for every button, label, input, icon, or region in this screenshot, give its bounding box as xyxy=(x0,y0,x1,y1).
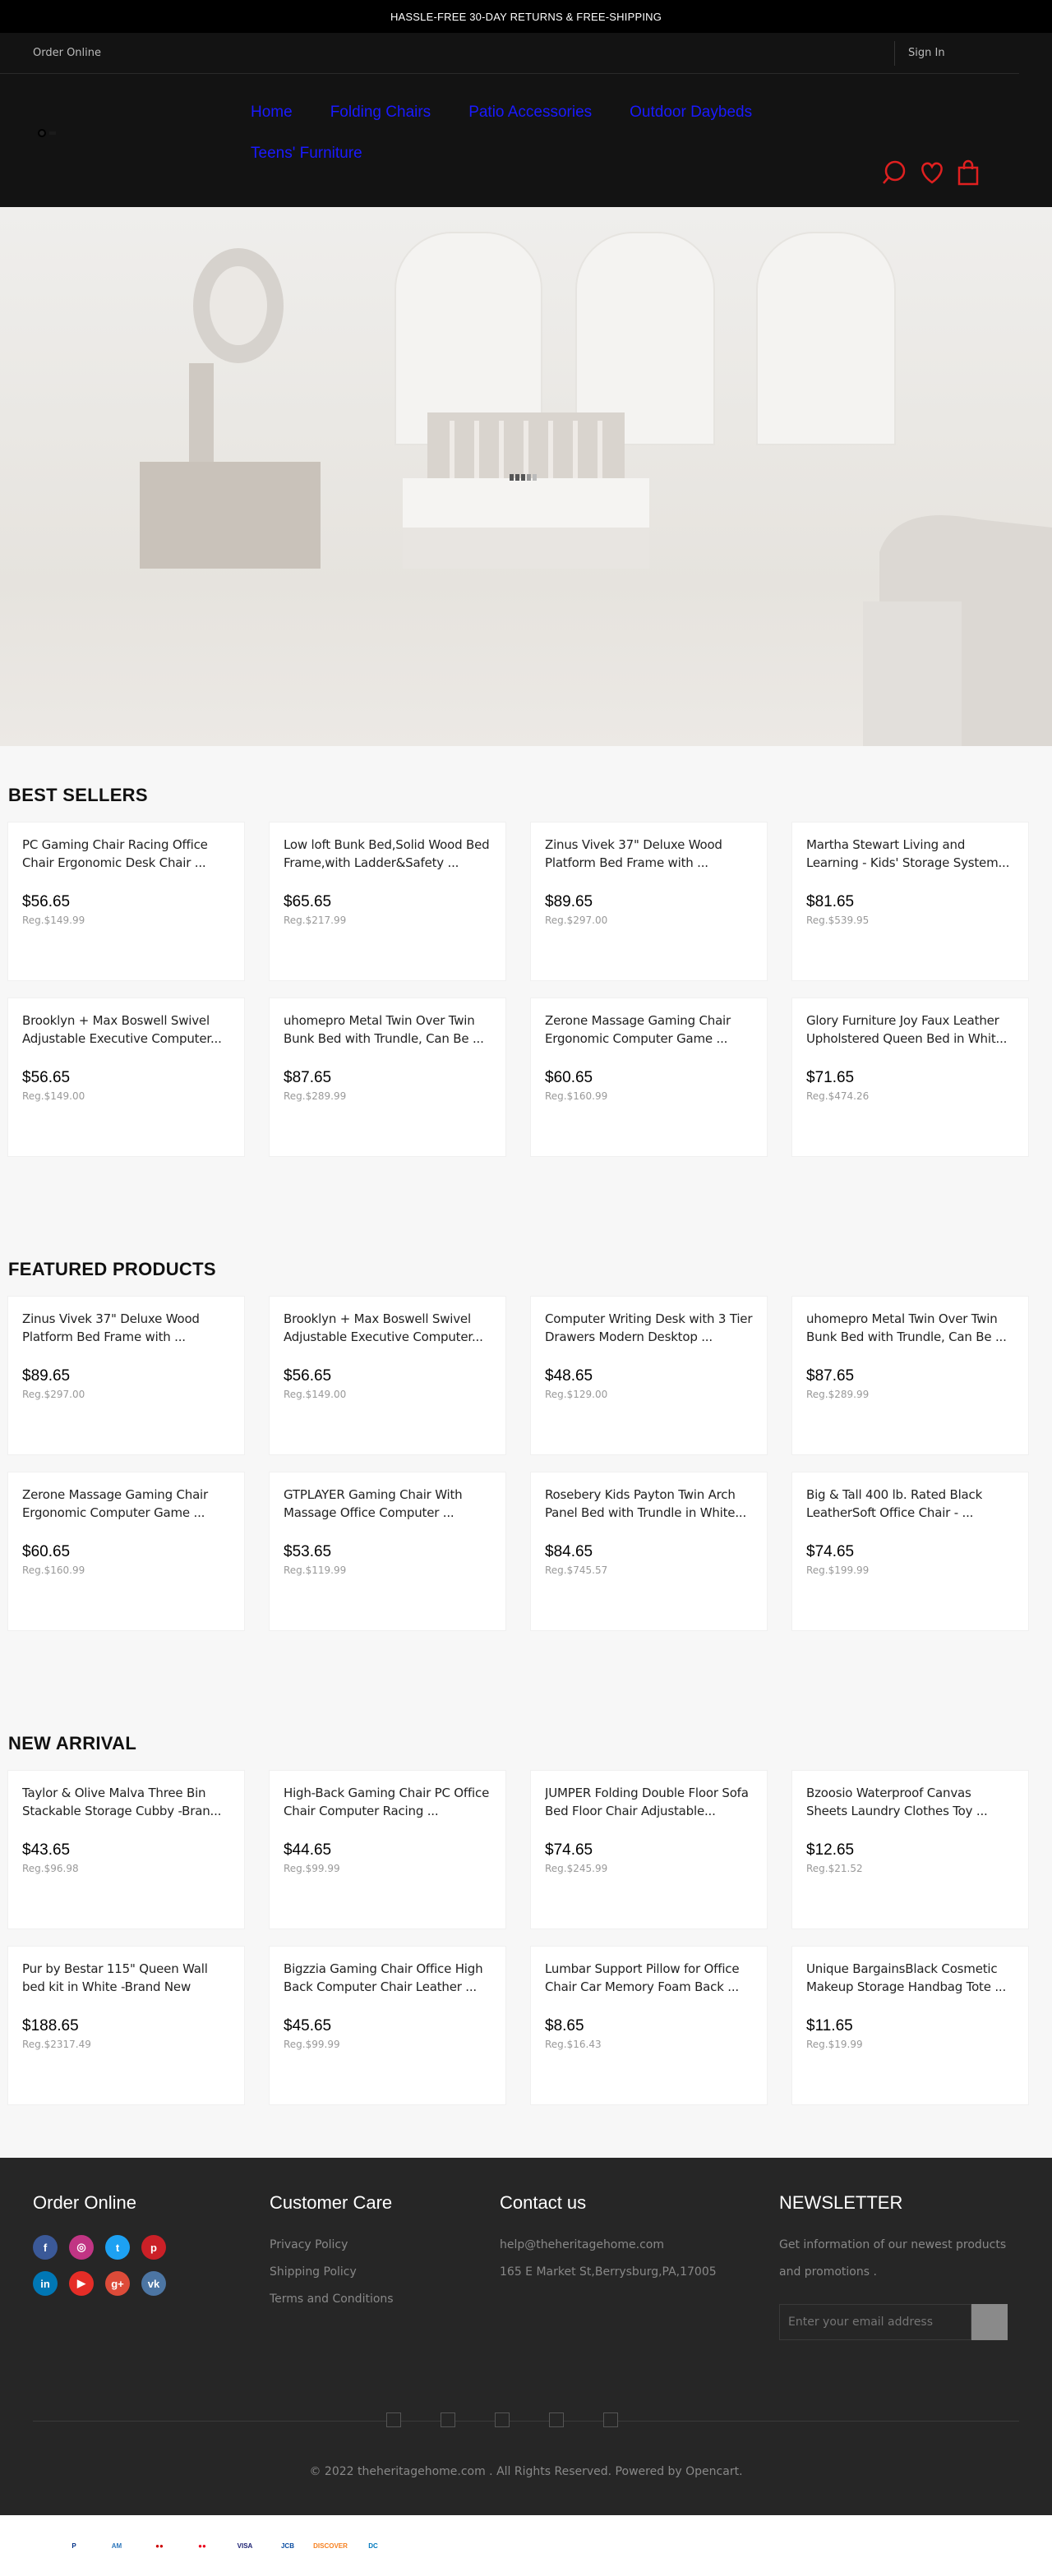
amex-icon: AM xyxy=(111,2541,122,2550)
product-card[interactable] xyxy=(792,1297,1028,1454)
logo-mark-icon xyxy=(38,129,46,137)
product-regular-price: Reg.$99.99 xyxy=(284,1863,340,1874)
product-name[interactable]: uhomepro Metal Twin Over Twin Bunk Bed with Trundle, Can Be ... xyxy=(806,1311,1007,1344)
product-card[interactable] xyxy=(8,823,244,980)
product-name[interactable]: Brooklyn + Max Boswell Swivel Adjustable Executive Computer... xyxy=(284,1311,483,1344)
sign-in-link[interactable]: Sign In xyxy=(894,41,986,66)
product-price: $87.65 xyxy=(284,1069,332,1086)
jcb-icon: JCB xyxy=(280,2541,294,2550)
badge-image-icon xyxy=(495,2412,510,2427)
badge-image-icon xyxy=(386,2412,401,2427)
product-name[interactable]: Brooklyn + Max Boswell Swivel Adjustable Executive Computer... xyxy=(22,1013,222,1046)
product-card[interactable] xyxy=(8,1472,244,1630)
nav-item-outdoor-daybeds[interactable]: Outdoor Daybeds xyxy=(630,104,753,121)
newsletter-form xyxy=(779,2304,1017,2340)
product-regular-price: Reg.$149.00 xyxy=(22,1090,85,1102)
product-regular-price: Reg.$16.43 xyxy=(545,2039,602,2050)
product-price: $81.65 xyxy=(806,893,855,910)
product-card[interactable] xyxy=(531,823,767,980)
product-regular-price: Reg.$149.00 xyxy=(284,1389,347,1400)
product-price: $43.65 xyxy=(22,1841,71,1859)
product-price: $65.65 xyxy=(284,893,332,910)
product-regular-price: Reg.$297.00 xyxy=(545,915,608,926)
shopping-bag-icon[interactable] xyxy=(957,159,980,186)
product-price: $74.65 xyxy=(806,1543,855,1560)
product-card[interactable] xyxy=(270,1947,505,2104)
product-card[interactable] xyxy=(270,998,505,1156)
product-card[interactable] xyxy=(270,1297,505,1454)
nav-item-home[interactable]: Home xyxy=(251,104,293,121)
product-regular-price: Reg.$96.98 xyxy=(22,1863,79,1874)
footer-col-customer-care xyxy=(270,2192,394,2313)
logo-wordmark xyxy=(49,131,56,135)
section-title: BEST SELLERS xyxy=(8,785,148,805)
product-regular-price: Reg.$160.99 xyxy=(22,1564,85,1576)
product-regular-price: Reg.$539.95 xyxy=(806,915,870,926)
product-card[interactable] xyxy=(531,1947,767,2104)
header-actions xyxy=(881,159,980,186)
product-name[interactable]: Bigzzia Gaming Chair Office High Back Computer Chair Leather ... xyxy=(284,1961,483,1994)
nav-item-patio-accessories[interactable]: Patio Accessories xyxy=(468,104,593,121)
hero-banner[interactable] xyxy=(0,207,1052,746)
product-regular-price: Reg.$745.57 xyxy=(545,1564,608,1576)
promo-text: HASSLE-FREE 30-DAY RETURNS & FREE-SHIPPING xyxy=(390,10,662,23)
footer-badges xyxy=(386,2412,618,2427)
product-name[interactable]: Lumbar Support Pillow for Office Chair Car Memory Foam Back ... xyxy=(545,1961,740,1994)
product-price: $60.65 xyxy=(545,1069,593,1086)
badge-image-icon xyxy=(549,2412,564,2427)
product-section xyxy=(8,1694,1044,2104)
google-plus-icon[interactable]: g+ xyxy=(105,2271,130,2296)
product-regular-price: Reg.$160.99 xyxy=(545,1090,608,1102)
instagram-icon[interactable]: ◎ xyxy=(69,2235,94,2260)
product-regular-price: Reg.$217.99 xyxy=(284,915,347,926)
youtube-icon[interactable]: ▶ xyxy=(69,2271,94,2296)
product-price: $60.65 xyxy=(22,1543,71,1560)
product-regular-price: Reg.$289.99 xyxy=(284,1090,347,1102)
product-card[interactable] xyxy=(270,823,505,980)
product-price: $84.65 xyxy=(545,1543,593,1560)
product-price: $44.65 xyxy=(284,1841,332,1859)
footer-col-newsletter xyxy=(779,2192,1017,2340)
product-card[interactable] xyxy=(792,823,1028,980)
terms-link[interactable]: Terms and Conditions xyxy=(270,2293,394,2306)
site-footer xyxy=(0,2158,1052,2515)
facebook-icon[interactable]: f xyxy=(33,2235,58,2260)
diners-icon: DC xyxy=(368,2541,378,2550)
product-name[interactable]: Rosebery Kids Payton Twin Arch Panel Bed with Trundle in White... xyxy=(545,1487,747,1520)
section-title: NEW ARRIVAL xyxy=(8,1733,137,1753)
product-name[interactable]: Bzoosio Waterproof Canvas Sheets Laundry Clothes Toy ... xyxy=(806,1786,988,1818)
product-name[interactable]: Pur by Bestar 115" Queen Wall bed kit in White -Brand New xyxy=(22,1961,208,1994)
product-regular-price: Reg.$2317.49 xyxy=(22,2039,91,2050)
product-name[interactable]: uhomepro Metal Twin Over Twin Bunk Bed with Trundle, Can Be ... xyxy=(284,1013,484,1046)
search-icon[interactable] xyxy=(881,159,907,186)
hero-armchair-image xyxy=(863,503,1052,746)
hero-bed-image xyxy=(362,404,690,593)
mastercard-icon: ●● xyxy=(198,2541,206,2550)
product-grid xyxy=(8,1297,1044,1630)
social-links xyxy=(33,2235,166,2296)
section-title: FEATURED PRODUCTS xyxy=(8,1259,216,1279)
carousel-loader-icon xyxy=(510,474,537,481)
product-card[interactable] xyxy=(270,1472,505,1630)
discover-icon: DISCOVER xyxy=(313,2541,348,2550)
product-card[interactable] xyxy=(8,1947,244,2104)
product-price: $74.65 xyxy=(545,1841,593,1859)
badge-image-icon xyxy=(603,2412,618,2427)
product-card[interactable] xyxy=(8,1297,244,1454)
contact-address: 165 E Market St,Berrysburg,PA,17005 xyxy=(500,2265,717,2279)
product-name[interactable]: GTPLAYER Gaming Chair With Massage Office Computer ... xyxy=(284,1487,463,1520)
linkedin-icon[interactable]: in xyxy=(33,2271,58,2296)
product-price: $48.65 xyxy=(545,1367,593,1385)
order-online-link[interactable]: Order Online xyxy=(33,47,102,59)
product-section xyxy=(8,1220,1044,1630)
product-price: $71.65 xyxy=(806,1069,855,1086)
product-price: $8.65 xyxy=(545,2017,584,2035)
header-top-bar xyxy=(0,33,1019,74)
hero-window xyxy=(756,232,896,445)
heart-icon[interactable] xyxy=(919,160,945,185)
product-name[interactable]: Big & Tall 400 lb. Rated Black LeatherSoft Office Chair - ... xyxy=(806,1487,983,1520)
footer-heading: Contact us xyxy=(500,2192,587,2213)
footer-heading: Customer Care xyxy=(270,2192,393,2213)
twitter-icon[interactable]: t xyxy=(105,2235,130,2260)
product-card[interactable] xyxy=(792,1771,1028,1929)
contact-email-link[interactable]: help@theheritagehome.com xyxy=(500,2238,664,2251)
nav-item-folding-chairs[interactable]: Folding Chairs xyxy=(330,104,431,121)
newsletter-email-input[interactable] xyxy=(779,2304,971,2340)
product-price: $11.65 xyxy=(806,2017,853,2035)
product-regular-price: Reg.$297.00 xyxy=(22,1389,85,1400)
product-name[interactable]: PC Gaming Chair Racing Office Chair Ergonomic Desk Chair ... xyxy=(22,837,208,870)
product-regular-price: Reg.$99.99 xyxy=(284,2039,340,2050)
product-name[interactable]: Glory Furniture Joy Faux Leather Upholstered Queen Bed in Whit... xyxy=(806,1013,1008,1046)
privacy-policy-link[interactable]: Privacy Policy xyxy=(270,2238,348,2251)
newsletter-description: Get information of our newest products and promotions . xyxy=(779,2238,1007,2279)
product-price: $188.65 xyxy=(22,2017,79,2035)
product-card[interactable] xyxy=(531,998,767,1156)
product-name[interactable]: Computer Writing Desk with 3 Tier Drawers Modern Desktop ... xyxy=(545,1311,753,1344)
product-regular-price: Reg.$245.99 xyxy=(545,1863,608,1874)
product-name[interactable]: Zerone Massage Gaming Chair Ergonomic Computer Game ... xyxy=(545,1013,731,1046)
product-name[interactable]: Unique BargainsBlack Cosmetic Makeup Storage Handbag Tote ... xyxy=(806,1961,1007,1994)
pinterest-icon[interactable]: p xyxy=(141,2235,166,2260)
product-card[interactable] xyxy=(270,1771,505,1929)
footer-heading: NEWSLETTER xyxy=(779,2192,903,2213)
site-logo[interactable] xyxy=(38,125,161,141)
product-regular-price: Reg.$149.99 xyxy=(22,915,85,926)
product-name[interactable]: Taylor & Olive Malva Three Bin Stackable Storage Cubby -Bran... xyxy=(22,1786,222,1818)
product-price: $45.65 xyxy=(284,2017,332,2035)
payment-methods xyxy=(0,2515,1052,2576)
product-grid xyxy=(8,823,1044,1156)
product-price: $87.65 xyxy=(806,1367,855,1385)
product-card[interactable] xyxy=(8,1771,244,1929)
product-price: $53.65 xyxy=(284,1543,332,1560)
product-name[interactable]: High-Back Gaming Chair PC Office Chair Computer Racing ... xyxy=(284,1786,490,1818)
product-price: $89.65 xyxy=(545,893,593,910)
product-name[interactable]: Zerone Massage Gaming Chair Ergonomic Computer Game ... xyxy=(22,1487,208,1520)
maestro-icon: ●● xyxy=(155,2541,164,2550)
copyright-text: © 2022 theheritagehome.com . All Rights Reserved. Powered by Opencart. xyxy=(309,2465,743,2478)
product-regular-price: Reg.$21.52 xyxy=(806,1863,863,1874)
product-card[interactable] xyxy=(792,1472,1028,1630)
nav-item-teens-furniture[interactable]: Teens' Furniture xyxy=(251,145,362,162)
promo-bar xyxy=(0,0,1052,33)
badge-image-icon xyxy=(441,2412,455,2427)
paypal-icon: P xyxy=(72,2541,76,2550)
footer-col-social xyxy=(33,2192,166,2296)
site-header xyxy=(0,33,1052,207)
vk-icon[interactable]: vk xyxy=(141,2271,166,2296)
product-price: $56.65 xyxy=(22,1069,71,1086)
product-regular-price: Reg.$119.99 xyxy=(284,1564,347,1576)
product-card[interactable] xyxy=(8,998,244,1156)
product-price: $12.65 xyxy=(806,1841,855,1859)
product-price: $89.65 xyxy=(22,1367,71,1385)
product-name[interactable]: Martha Stewart Living and Learning - Kids' Storage System... xyxy=(806,837,1010,870)
product-price: $56.65 xyxy=(284,1367,332,1385)
product-card[interactable] xyxy=(531,1297,767,1454)
shipping-policy-link[interactable]: Shipping Policy xyxy=(270,2265,357,2279)
newsletter-submit-button[interactable] xyxy=(971,2304,1008,2340)
hero-lamp-image xyxy=(115,240,329,569)
product-card[interactable] xyxy=(531,1771,767,1929)
product-regular-price: Reg.$289.99 xyxy=(806,1389,870,1400)
product-name[interactable]: Zinus Vivek 37" Deluxe Wood Platform Bed Frame with ... xyxy=(22,1311,200,1344)
main-nav xyxy=(251,102,826,164)
product-regular-price: Reg.$199.99 xyxy=(806,1564,870,1576)
product-regular-price: Reg.$19.99 xyxy=(806,2039,863,2050)
product-regular-price: Reg.$474.26 xyxy=(806,1090,870,1102)
product-card[interactable] xyxy=(792,998,1028,1156)
product-grid xyxy=(8,1771,1044,2104)
product-price: $56.65 xyxy=(22,893,71,910)
product-section xyxy=(8,746,1044,1156)
footer-col-contact xyxy=(500,2192,717,2286)
product-name[interactable]: Low loft Bunk Bed,Solid Wood Bed Frame,with Ladder&Safety ... xyxy=(284,837,490,870)
product-card[interactable] xyxy=(531,1472,767,1630)
footer-heading: Order Online xyxy=(33,2192,136,2213)
product-name[interactable]: JUMPER Folding Double Floor Sofa Bed Floor Chair Adjustable... xyxy=(545,1786,749,1818)
product-card[interactable] xyxy=(792,1947,1028,2104)
visa-icon: VISA xyxy=(237,2541,253,2550)
product-regular-price: Reg.$129.00 xyxy=(545,1389,608,1400)
product-name[interactable]: Zinus Vivek 37" Deluxe Wood Platform Bed Frame with ... xyxy=(545,837,722,870)
